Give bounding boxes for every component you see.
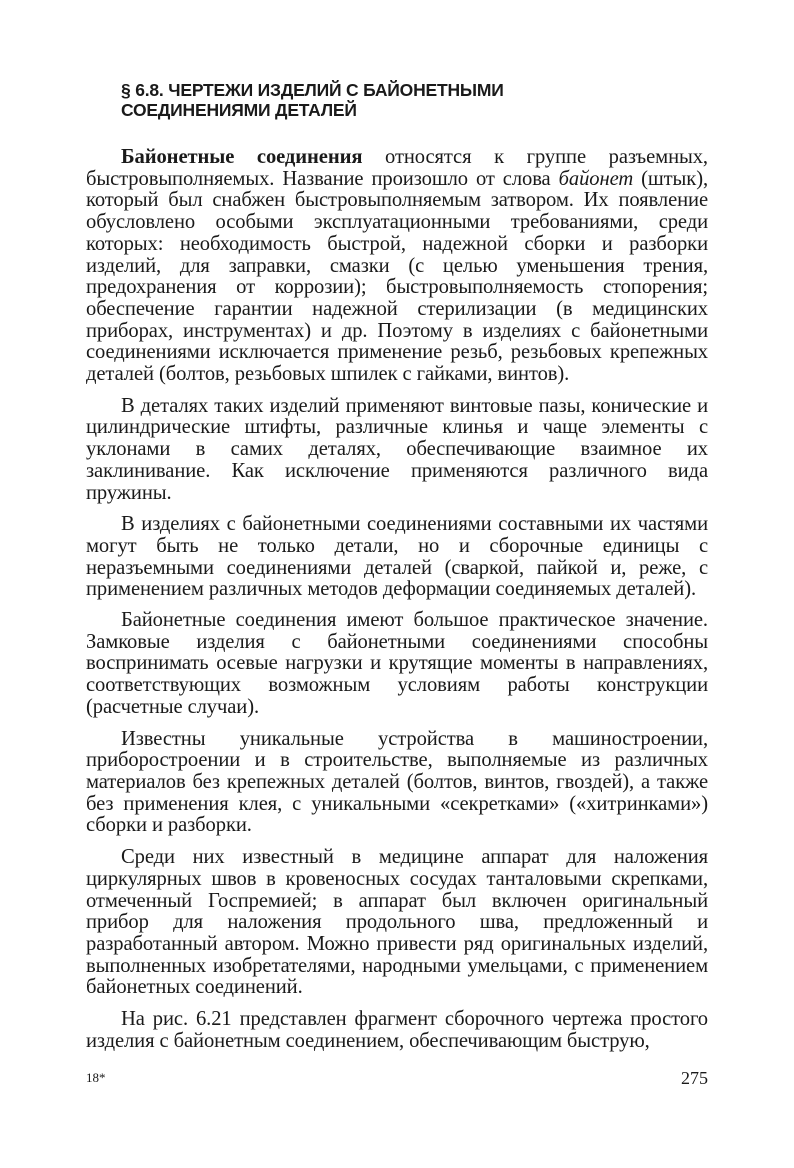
section-heading-line-2: СОЕДИНЕНИЯМИ ДЕТАЛЕЙ <box>121 100 357 120</box>
paragraph-3: В изделиях с байонетными соединениями составными их частями могут быть не только детали, но и сборочные единицы с неразъемными соединениями деталей (сваркой, пайкой и, реже, с применением различных методов деформации соединяемых деталей). <box>86 513 708 601</box>
page-content <box>86 80 708 1062</box>
paragraph-1-text-a: относятся к группе разъемных, быстровыполняемых. Название произошло от слова <box>86 146 708 190</box>
paragraph-1 <box>86 147 708 386</box>
italic-term: байонет <box>558 167 634 190</box>
page-number: 275 <box>681 1068 708 1088</box>
paragraph-1-text-b: (штык), который был снабжен быстровыполняемым затвором. Их появление обусловлено особыми эксплуатационными требованиями, среди которых: необходимость быстрой, надежной сборки и разборки изделий, для заправки, смазки (с целью уменьшения трения, предохранения от коррозии); быстровыполняемость стопорения; обеспечение гарантии надежной стерилизации (в медицинских приборах, инструментах) и др. Поэтому в изделиях с байонетными соединениями исключается применение резьб, резьбовых крепежных деталей (болтов, резьбовых шпилек с гайками, винтов). <box>86 167 708 386</box>
bold-term: Байонетные соединения <box>121 146 363 168</box>
signature-mark: 18* <box>86 1070 106 1085</box>
section-heading <box>121 80 708 120</box>
paragraph-6: Среди них известный в медицине аппарат для наложения циркулярных швов в кровеносных сосудах танталовыми скрепками, отмеченный Госпремией; в аппарат был включен оригинальный прибор для наложения продольного шва, предложенный и разработанный автором. Можно привести ряд оригинальных изделий, выполненных изобретателями, народными умельцами, с применением байонетных соединений. <box>86 846 708 999</box>
paragraph-2: В деталях таких изделий применяют винтовые пазы, конические и цилиндрические штифты, различные клинья и чаще элементы с уклонами в самих деталях, обеспечивающие взаимное их заклинивание. Как исключение применяются различного вида пружины. <box>86 394 708 504</box>
section-heading-line-1: § 6.8. ЧЕРТЕЖИ ИЗДЕЛИЙ С БАЙОНЕТНЫМИ <box>121 80 504 100</box>
paragraph-5: Известны уникальные устройства в машиностроении, приборостроении и в строительстве, выполняемые из различных материалов без крепежных деталей (болтов, винтов, гвоздей), а также без применения клея, с уникальными «секретками» («хитринками») сборки и разборки. <box>86 727 708 837</box>
body-text <box>86 147 708 1052</box>
paragraph-7: На рис. 6.21 представлен фрагмент сборочного чертежа простого изделия с байонетным соединением, обеспечивающим быструю, <box>86 1008 708 1052</box>
paragraph-4: Байонетные соединения имеют большое практическое значение. Замковые изделия с байонетными соединениями способны воспринимать осевые нагрузки и крутящие моменты в направлениях, соответствующих возможным условиям работы конструкции (расчетные случаи). <box>86 609 708 718</box>
page-footer <box>86 1068 708 1092</box>
